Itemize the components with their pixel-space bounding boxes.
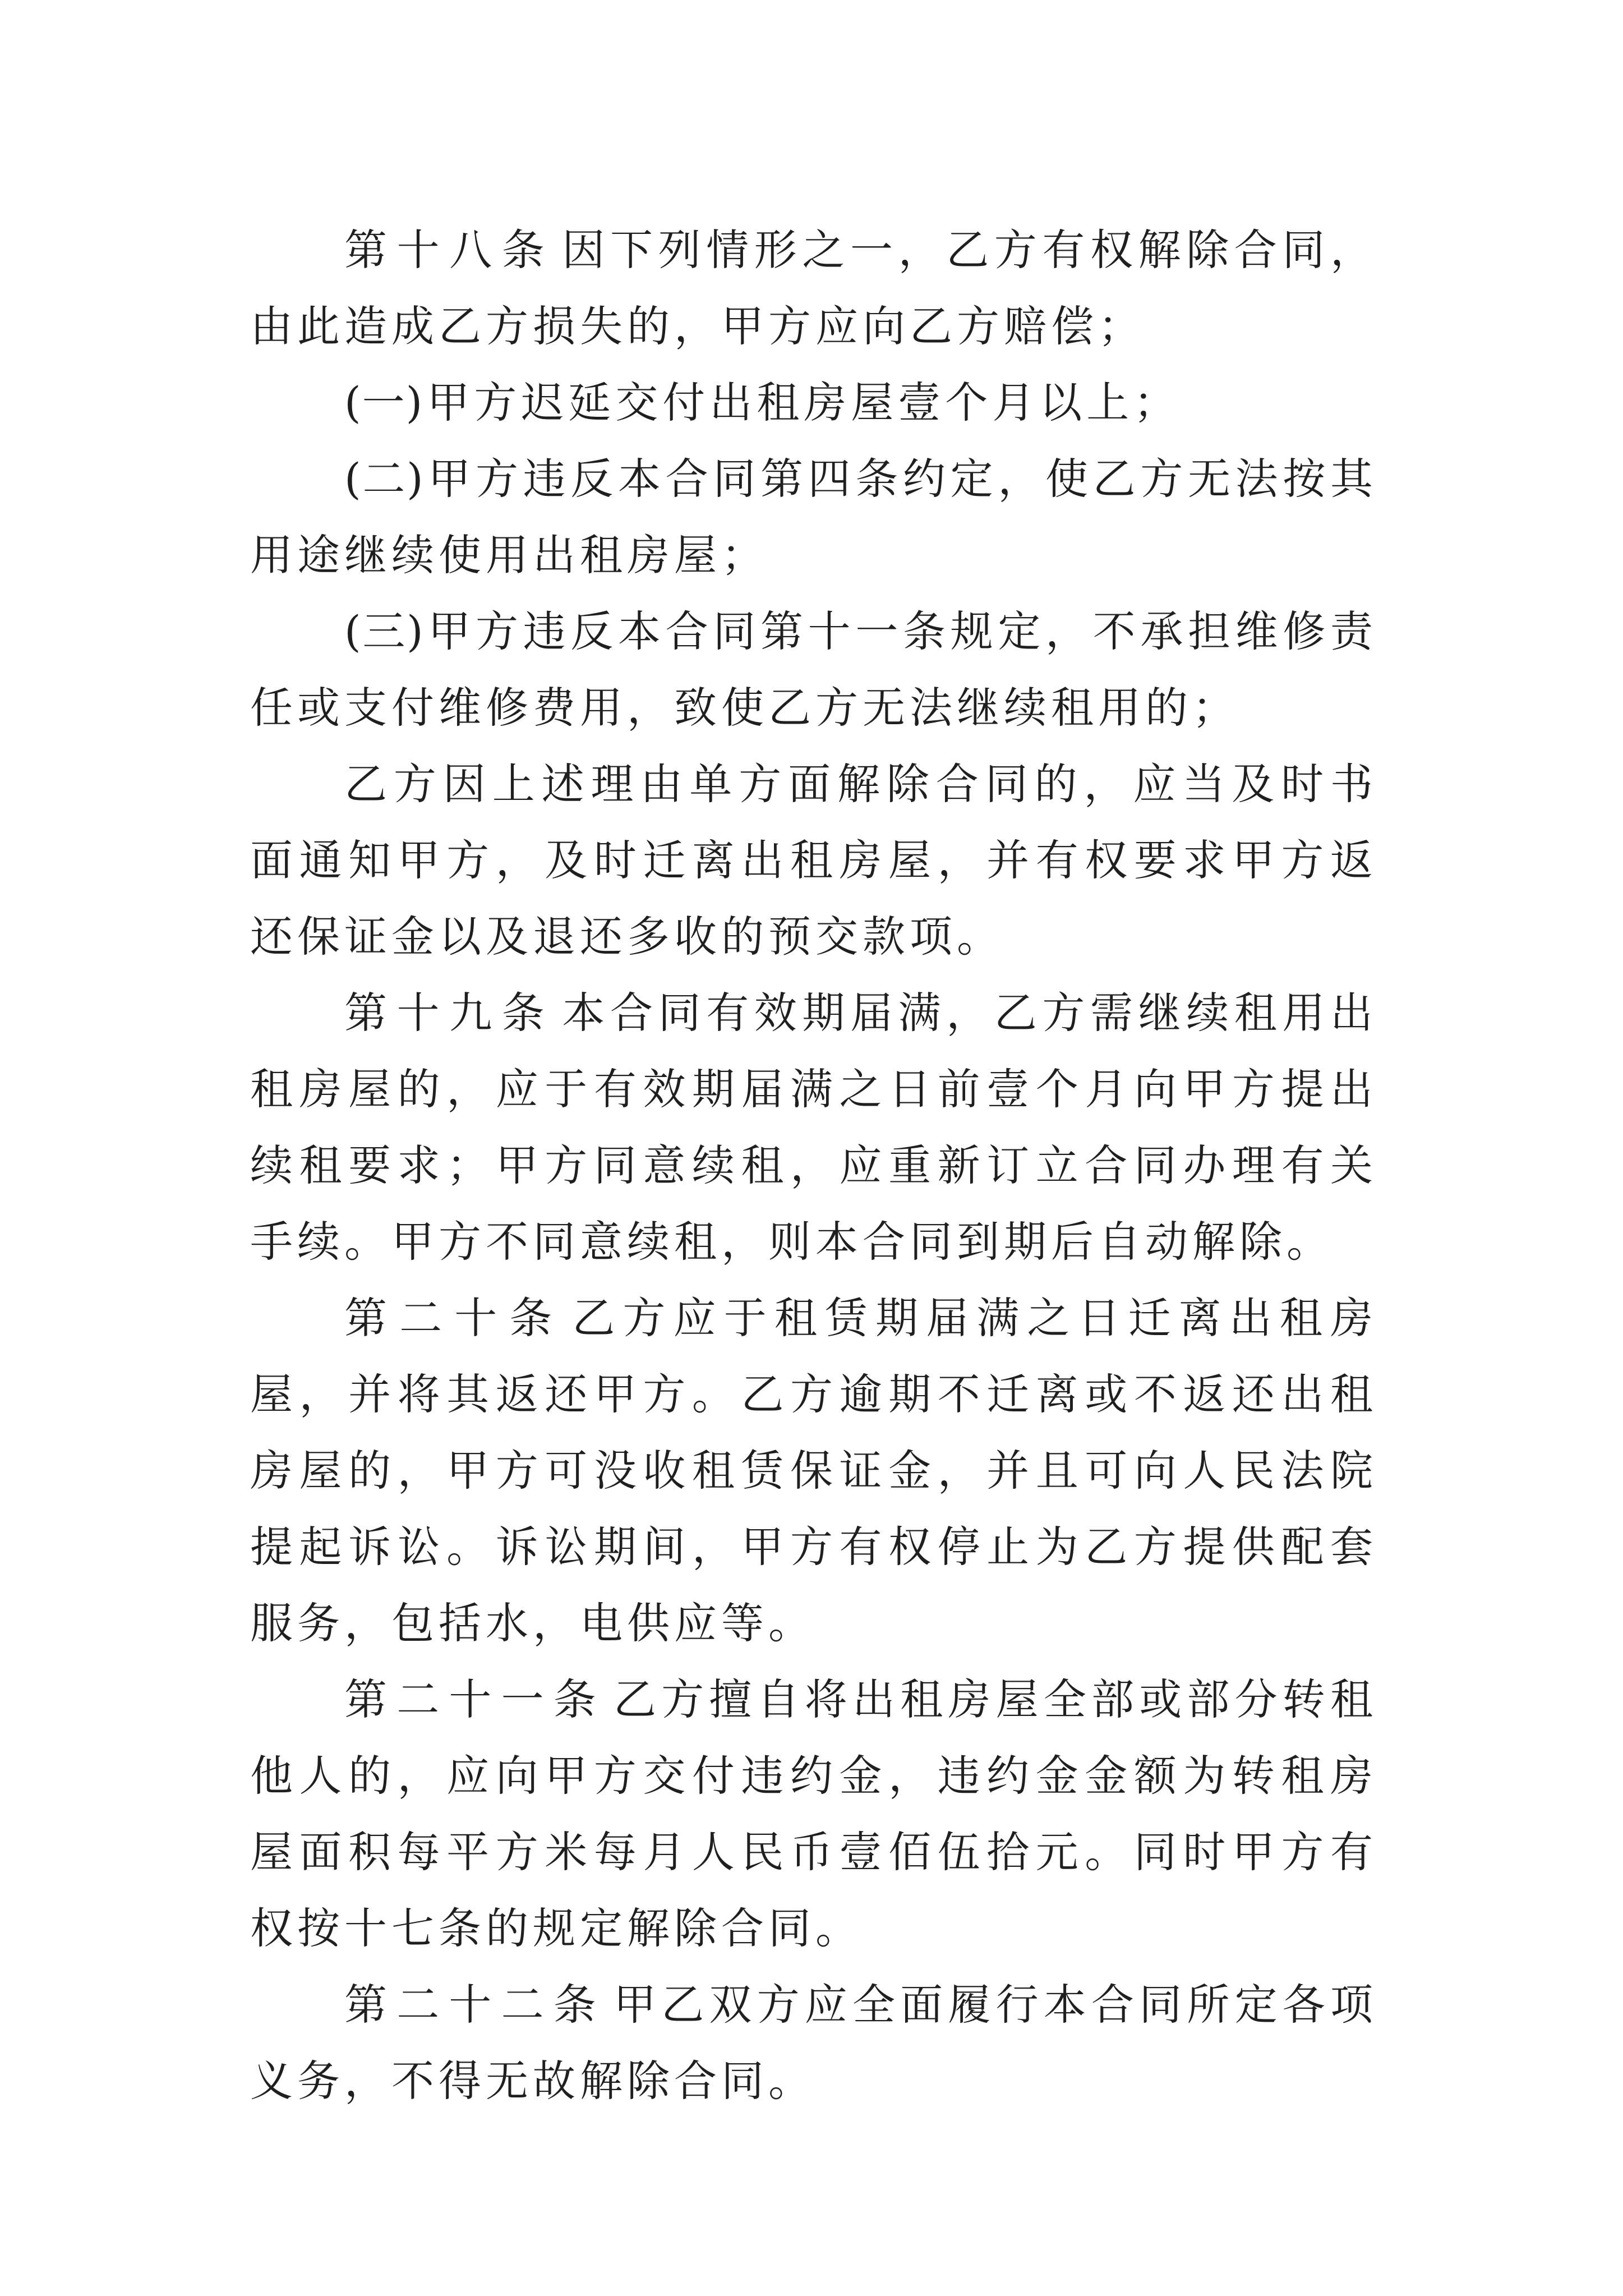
item-text: 甲方迟延交付出租房屋壹个月以上； <box>427 378 1181 427</box>
clause-21 <box>250 1662 1377 1967</box>
clause-text: 乙方应于租赁期届满之日迁离出租房屋，并将其返还甲方。乙方逾期不迁离或不返还出租房屋的，甲方可没收租赁保证金，并且可向人民法院提起诉讼。诉讼期间，甲方有权停止为乙方提供配套服务，包括水，电供应等。 <box>250 1293 1378 1648</box>
clause-18 <box>250 212 1377 365</box>
item-text: 甲方违反本合同第十一条规定，不承担维修责任或支付维修费用，致使乙方无法继续租用的； <box>250 606 1377 733</box>
clause-number: 第十九条 <box>344 988 555 1038</box>
clause-18-termination-note <box>250 746 1377 975</box>
clause-text: 因下列情形之一，乙方有权解除合同，由此造成乙方损失的，甲方应向乙方赔偿； <box>250 225 1378 351</box>
clause-22 <box>250 1967 1377 2119</box>
clause-19 <box>250 975 1377 1280</box>
paragraph-text: 乙方因上述理由单方面解除合同的，应当及时书面通知甲方，及时迁离出租房屋，并有权要求甲方返还保证金以及退还多收的预交款项。 <box>250 759 1377 961</box>
clause-20 <box>250 1280 1377 1662</box>
clause-number: 第二十条 <box>344 1293 565 1343</box>
item-marker: (二) <box>344 454 425 504</box>
clause-18-item-1 <box>250 365 1377 441</box>
clause-text: 本合同有效期届满，乙方需继续租用出租房屋的，应于有效期届满之日前壹个月向甲方提出续租要求；甲方同意续租，应重新订立合同办理有关手续。甲方不同意续租，则本合同到期后自动解除。 <box>250 988 1378 1267</box>
item-marker: (三) <box>344 606 425 656</box>
clause-18-item-2 <box>250 441 1377 593</box>
clause-number: 第二十一条 <box>344 1674 606 1724</box>
contract-body <box>250 212 1377 2119</box>
clause-number: 第二十二条 <box>344 1980 606 2030</box>
clause-text: 乙方擅自将出租房屋全部或部分转租他人的，应向甲方交付违约金，违约金金额为转租房屋面积每平方米每月人民币壹佰伍拾元。同时甲方有权按十七条的规定解除合同。 <box>250 1674 1377 1953</box>
clause-number: 第十八条 <box>344 225 555 275</box>
clause-text: 甲乙双方应全面履行本合同所定各项义务，不得无故解除合同。 <box>250 1980 1377 2106</box>
clause-18-item-3 <box>250 593 1377 746</box>
item-text: 甲方违反本合同第四条约定，使乙方无法按其用途继续使用出租房屋； <box>250 454 1377 580</box>
item-marker: (一) <box>344 378 424 427</box>
